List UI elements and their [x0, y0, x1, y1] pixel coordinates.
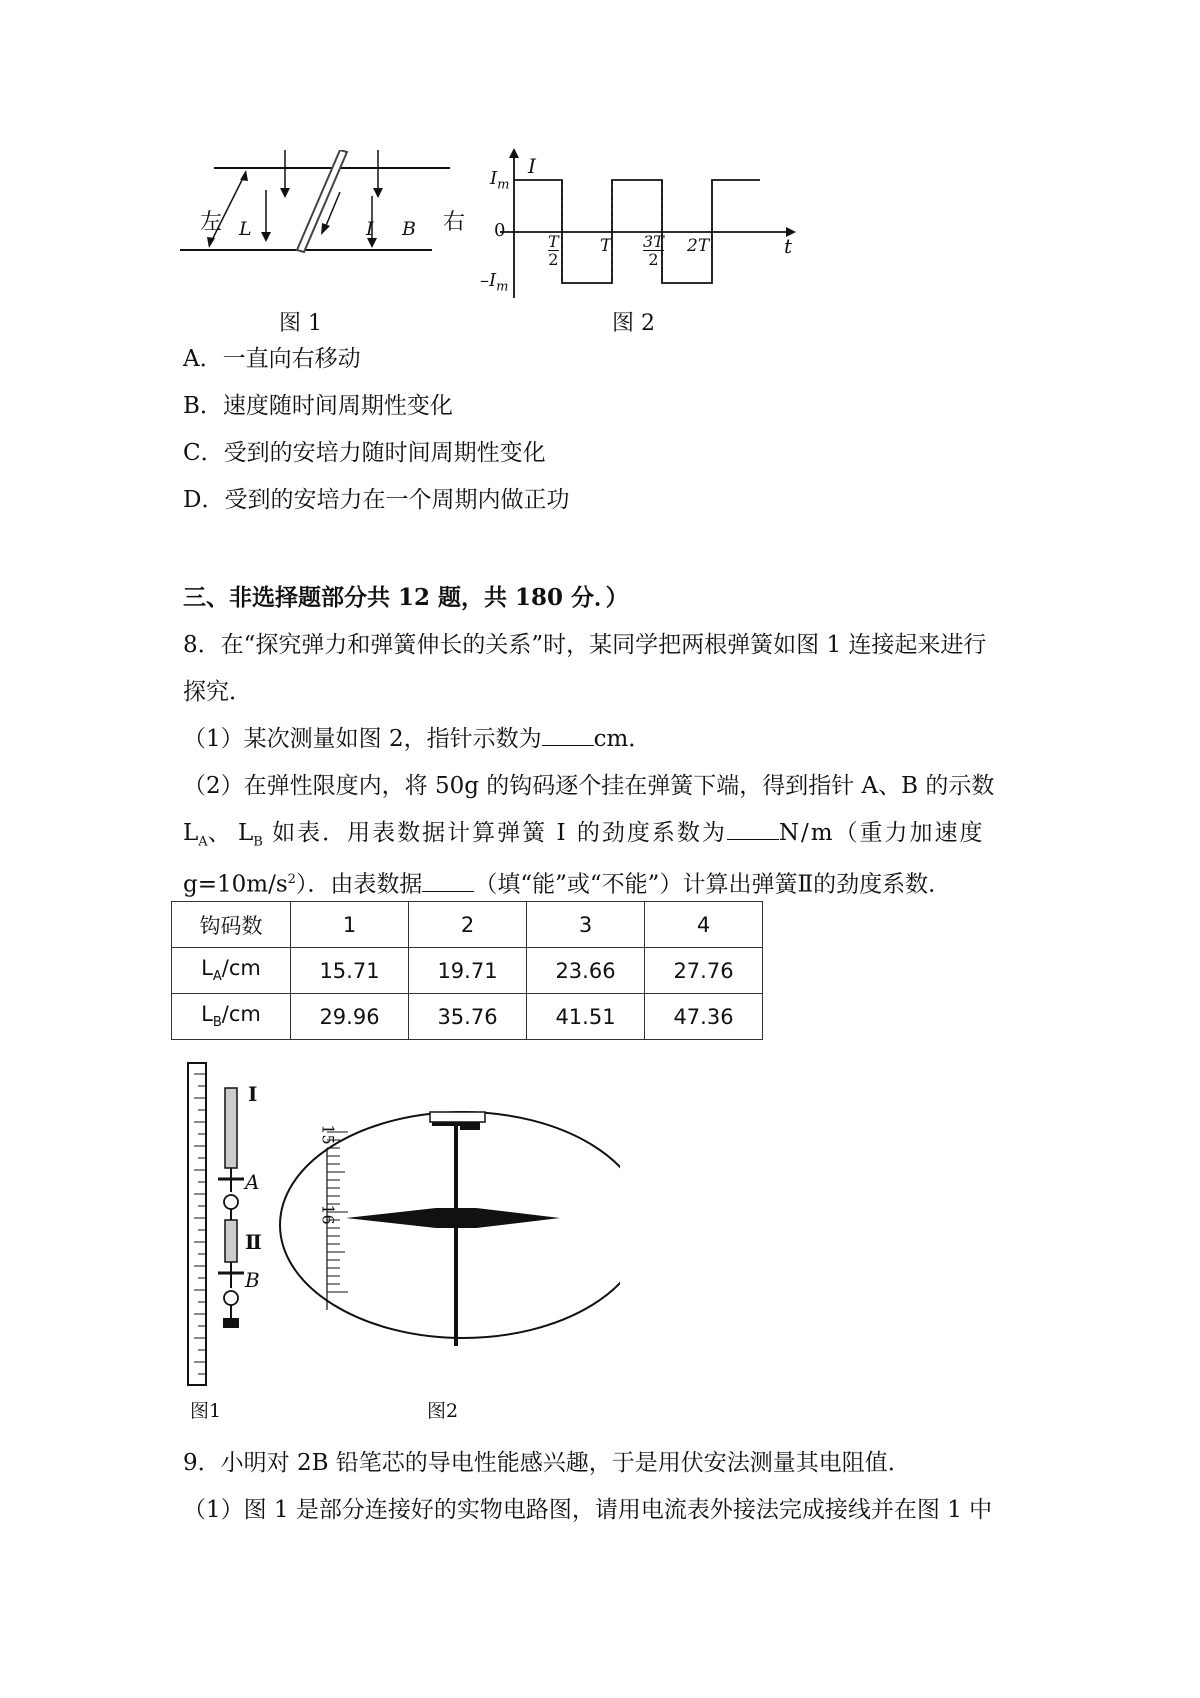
fig2-tick-2T: 2T	[687, 236, 710, 256]
table-header-cell: 4	[645, 902, 763, 948]
table-row-label: $L_A/cm$	[172, 948, 291, 994]
table-cell: 19.71	[409, 948, 527, 994]
fig1-L-label: L	[239, 218, 252, 240]
fig2-zero-label: 0	[494, 220, 506, 241]
fig2-tick-3T-half: 3T 2	[643, 232, 664, 269]
fig1-I-label: I	[366, 218, 374, 240]
option-a: A．一直向右移动	[183, 346, 361, 372]
figure-rail-field	[180, 150, 470, 310]
table-row	[172, 994, 763, 1040]
q8-part2-line3: $g=10m/s^2$）．由表数据 （填“能”或“不能”）计算出弹簧Ⅱ的劲度系数．	[183, 871, 952, 898]
table-header-cell: 3	[527, 902, 645, 948]
spring-fig2-caption: 图2	[427, 1400, 459, 1422]
fig2-y-label: I	[528, 154, 536, 178]
option-b: B．速度随时间周期性变化	[183, 393, 453, 419]
table-cell: 29.96	[291, 994, 409, 1040]
fig2-negIm-label: $-I_m$	[480, 270, 509, 295]
fig1-left-label: 左	[200, 210, 223, 235]
spring-I-label: I	[248, 1082, 258, 1106]
figure-spring-apparatus	[180, 1060, 620, 1390]
table-cell: 35.76	[409, 994, 527, 1040]
fig2-caption: 图 2	[612, 311, 655, 336]
q8-line2: 探究．	[183, 679, 252, 705]
fig1-right-label: 右	[443, 210, 466, 235]
answer-blank	[422, 871, 474, 892]
table-row	[172, 948, 763, 994]
fig1-B-label: B	[402, 218, 416, 240]
figure-current-waveform	[470, 148, 800, 303]
q9-line2: （1）图 1 是部分连接好的实物电路图，请用电流表外接法完成接线并在图 1 中	[183, 1497, 993, 1523]
table-header-cell: 钩码数	[172, 902, 291, 948]
table-cell: 27.76	[645, 948, 763, 994]
spring-II-label: Ⅱ	[245, 1230, 262, 1254]
q9-line1: 9．小明对 2B 铅笔芯的导电性能感兴趣，于是用伏安法测量其电阻值．	[183, 1450, 911, 1476]
section-heading: 三、非选择题部分共 12 题，共 180 分．）	[183, 584, 629, 611]
table-cell: 41.51	[527, 994, 645, 1040]
table-header-cell: 1	[291, 902, 409, 948]
answer-blank	[727, 819, 779, 840]
table-cell: 23.66	[527, 948, 645, 994]
fig2-Im-label: $I_m$	[490, 168, 510, 193]
option-c: C．受到的安培力随时间周期性变化	[183, 440, 546, 466]
spring-fig1-caption: 图1	[190, 1400, 222, 1422]
fig2-t-label: t	[784, 234, 793, 258]
table-cell: 47.36	[645, 994, 763, 1040]
option-d: D．受到的安培力在一个周期内做正功	[183, 487, 570, 513]
table-header-cell: 2	[409, 902, 527, 948]
fig2-tick-T-half: T 2	[548, 232, 559, 269]
q8-line1: 8．在“探究弹力和弹簧伸长的关系”时，某同学把两根弹簧如图 1 连接起来进行	[183, 632, 987, 658]
spring-data-table	[171, 901, 763, 1040]
scale-15-label: 15	[318, 1124, 338, 1145]
fig2-tick-T: T	[600, 236, 612, 256]
q8-part2-line1: （2）在弹性限度内，将 50g 的钩码逐个挂在弹簧下端，得到指针 A、B 的示数	[183, 773, 995, 799]
q8-part1: （1）某次测量如图 2，指针示数为 cm．	[183, 726, 652, 752]
pointer-A-label: A	[245, 1170, 260, 1194]
table-row	[172, 902, 763, 948]
scale-16-label: 16	[318, 1204, 338, 1225]
pointer-B-label: B	[245, 1268, 260, 1292]
answer-blank	[542, 725, 594, 746]
fig1-caption: 图 1	[279, 311, 322, 336]
table-row-label: $L_B/cm$	[172, 994, 291, 1040]
q8-part2-line2: $L_A$、 $L_B$ 如表．用表数据计算弹簧 I 的劲度系数为 N/m（重力加速度	[183, 820, 985, 850]
table-cell: 15.71	[291, 948, 409, 994]
